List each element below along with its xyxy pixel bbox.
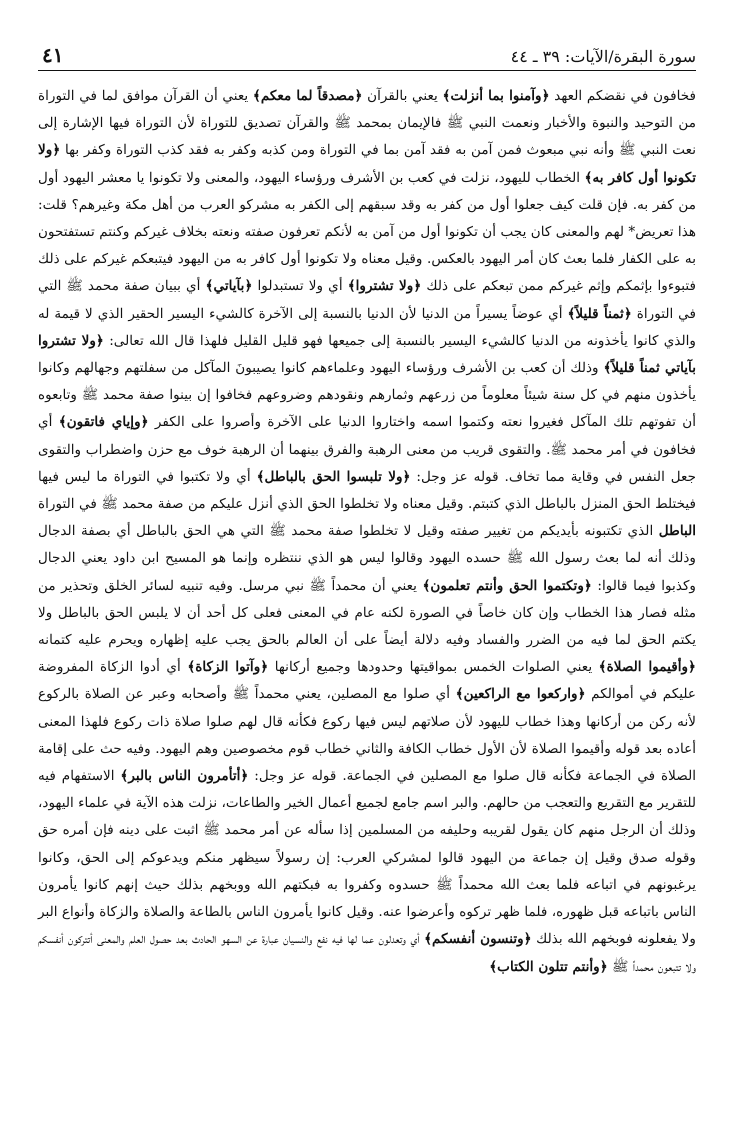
text-segment: أي وتعدلون عما لها فيه نفع والنسيان عبارة عن السهو الحادث بعد حصول العلم والمعنى أتتركون أنفسكم ولا تتبعون محمداً ﷺ — [38, 931, 696, 975]
text-segment: أي فخافون في أمر محمد ﷺ. والتقوى قريب من معنى الرهبة والفرق بينهما أن الرهبة خوف مع حزن واضطراب والتقوى جعل النفس في وقاية مما تخاف. قوله عز وجل: — [38, 414, 696, 485]
quran-quote: ﴿ولا تكونوا أول كافر به﴾ — [38, 142, 697, 186]
text-segment: يعني أن القرآن موافق لما في التوراة من التوحيد والنبوة والأخبار ونعمت النبي ﷺ فالإيمان بمحمد ﷺ والقرآن تصديق للتوراة لأن التوراة فيها الإشارة إلى نعت النبي ﷺ وأنه نبي مبعوث فمن آمن به فقد آمن بما في التوراة ومن كذبه وكفر به فقد كذب التوراة وكفر بها — [38, 88, 696, 159]
text-segment: أي ولا تستبدلوا — [252, 278, 348, 295]
quran-quote: ﴿وأقيموا الصلاة﴾ — [598, 659, 697, 676]
quran-quote: ﴿مصدقاً لما معكم﴾ — [252, 88, 363, 104]
text-segment: فخافون في نقضكم العهد — [549, 88, 696, 104]
page-header — [38, 36, 696, 71]
text-segment: يعني أن محمداً ﷺ نبي مرسل. وفيه تنبيه لسائر الخلق وتحذير من مثله فصار هذا الخطاب وإن كان خاصاً في الصورة لكنه عام في المعنى فعلى كل أحد أن لا يلبس الحق بالباطل ولا يكتم الحق لما فيه من الضرر والفساد وفيه دلالة أيضاً على أن العالم بالحق يجب عليه إظهاره ويحرم عليه كتمانه — [38, 577, 696, 649]
text-segment: يعني الصلوات الخمس بمواقيتها وحدودها وجميع أركانها — [268, 659, 599, 676]
quran-quote: ﴿وآمنوا بما أنزلت﴾ — [442, 88, 550, 104]
body-text — [38, 83, 696, 981]
quran-quote: ﴿ثمناً قليلاً﴾ — [567, 305, 632, 322]
quran-quote: ﴿ولا تشتروا بآياتي ثمناً قليلاً﴾ — [38, 332, 696, 377]
running-title: سورة البقرة/الآيات: ٣٩ ـ ٤٤ — [510, 47, 696, 66]
text-segment: الذي تكتبونه بأيديكم من تغيير صفته وقيل لا تخلطوا صفة محمد ﷺ التي هي الحق بالباطل أي بصفة الدجال وذلك أنه لما بعث رسول الله ﷺ حسده اليهود وقالوا ليس هو الذي ننتظره وإنما هو المسيح ابن داود يعني الدجال وكذبوا فيما قالوا: — [38, 523, 696, 594]
quran-quote: ﴿ولا تشتروا﴾ — [347, 278, 422, 295]
text-segment: أي عوضاً يسيراً من الدنيا لأن الدنيا بالنسبة إلى الآخرة كالشيء اليسير الحقير الذي لا قيمة له والذي كانوا يأخذونه من الدنيا كالشيء اليسير بالنسبة إلى جميعها فهو قليل القليل فلهذا قال الله تعالى: — [38, 305, 696, 349]
quran-quote: ﴿واركعوا مع الراكعين﴾ — [455, 686, 586, 703]
quran-quote: ﴿وآتوا الزكاة﴾ — [187, 659, 269, 676]
text-segment: الخطاب لليهود، نزلت في كعب بن الأشرف ورؤساء اليهود، والمعنى ولا تكونوا يا معشر اليهود أول من كفر به. فإن قلت كيف جعلوا أول من كفر به وقد سبقهم إلى الكفر به مشركو العرب من أهل مكة وغيرهم؟ قلت: هذا تعريض* لهم والمعنى كان يجب أن تكونوا أول من آمن به لأنكم تعرفون صفته ونعته بخلاف غيركم وكنتم تستفتحون به على الكفار فلما بعث كان أمر اليهود بالعكس. وقيل معناه ولا تكونوا أول كافر به من اليهود فيتبعكم غيركم على ذلك فتبوءوا بإثمكم وإثم غيركم ممن تبعكم على ذلك — [38, 169, 697, 295]
quran-quote: ﴿أتأمرون الناس بالبر﴾ — [120, 768, 249, 785]
quran-quote: ﴿ولا تلبسوا الحق بالباطل﴾ — [256, 468, 411, 485]
text-segment: يعني بالقرآن — [362, 88, 443, 104]
emphasized-word: الباطل — [658, 523, 696, 540]
quran-quote: ﴿وإياي فاتقون﴾ — [58, 414, 149, 431]
text-segment: أي صلوا مع المصلين، يعني محمداً ﷺ وأصحابه وعبر عن الصلاة بالركوع لأنه ركن من أركانها وهذا خطاب لليهود لأن صلاتهم ليس فيها ركوع فكأنه قال لهم صلوا صلاة ذات ركوع فلهذا المعنى أعاده بعد قوله وأقيموا الصلاة لأن الأول خطاب الكافة والثاني خطاب قوم مخصوصين وهم اليهود. وفيه حث على إقامة الصلاة في الجماعة فكأنه قال صلوا مع المصلين في الجماعة. قوله عز وجل: — [38, 686, 696, 785]
commentary-paragraph — [38, 83, 696, 981]
quran-quote: ﴿وتنسون أنفسكم﴾ — [424, 931, 532, 948]
text-segment: وذلك أن كعب بن الأشرف ورؤساء اليهود وعلماءهم كانوا يصيبونَ المآكل من سفلتهم وجهالهم وكانوا يأخذون منهم في كل سنة شيئاً معلوماً من زرعهم وثمارهم ونقودهم وضروعهم فخافوا إن بينوا صفة محمد ﷺ وتابعوه أن تفوتهم تلك المآكل فغيروا نعته وكتموا اسمه واختاروا الدنيا على الآخرة وأصروا على الكفر — [38, 360, 696, 431]
quran-quote: ﴿وأنتم تتلون الكتاب﴾ — [489, 958, 608, 975]
text-segment: الاستفهام فيه للتقرير مع التقريع والتعجب من حالهم. والبر اسم جامع لجميع أعمال الخير والطاعات، نزلت هذه الآية في علماء اليهود، وذلك أن الرجل منهم كان يقول لقريبه وحليفه من المسلمين إذا سأله عن أمر محمد ﷺ اثبت على دينه فإن أمره حق وقوله صدق وقيل إن جماعة من اليهود قالوا لمشركي العرب: إن رسولاً سيظهر منكم ويدعوكم إلى الحق، وكانوا يرغبونهم في اتباعه فلما بعث الله محمداً ﷺ حسدوه وكفروا به فبكتهم الله ووبخهم بذلك حيث إنهم كانوا يأمرون الناس باتباعه قبل ظهوره، فلما ظهر تركوه وأعرضوا عنه. وقيل كانوا يأمرون الناس بالطاعة والصلاة والزكاة وأنواع البر ولا يفعلونه فوبخهم الله بذلك — [38, 768, 696, 948]
text-segment: أي ولا تكتبوا في التوراة ما ليس فيها فيختلط الحق المنزل بالباطل الذي كتبتم. وقيل معناه ولا تخلطوا الحق الذي أنزل عليكم من صفة محمد ﷺ في التوراة — [38, 468, 696, 513]
book-page — [0, 36, 736, 1137]
quran-quote: ﴿بآياتي﴾ — [205, 278, 253, 295]
text-segment: أي أدوا الزكاة المفروضة عليكم في أموالكم — [38, 659, 697, 703]
text-segment: أي ببيان صفة محمد ﷺ التي في التوراة — [38, 278, 696, 322]
page-number: ٤١ — [42, 43, 64, 67]
quran-quote: ﴿وتكتموا الحق وأنتم تعلمون﴾ — [422, 577, 592, 594]
